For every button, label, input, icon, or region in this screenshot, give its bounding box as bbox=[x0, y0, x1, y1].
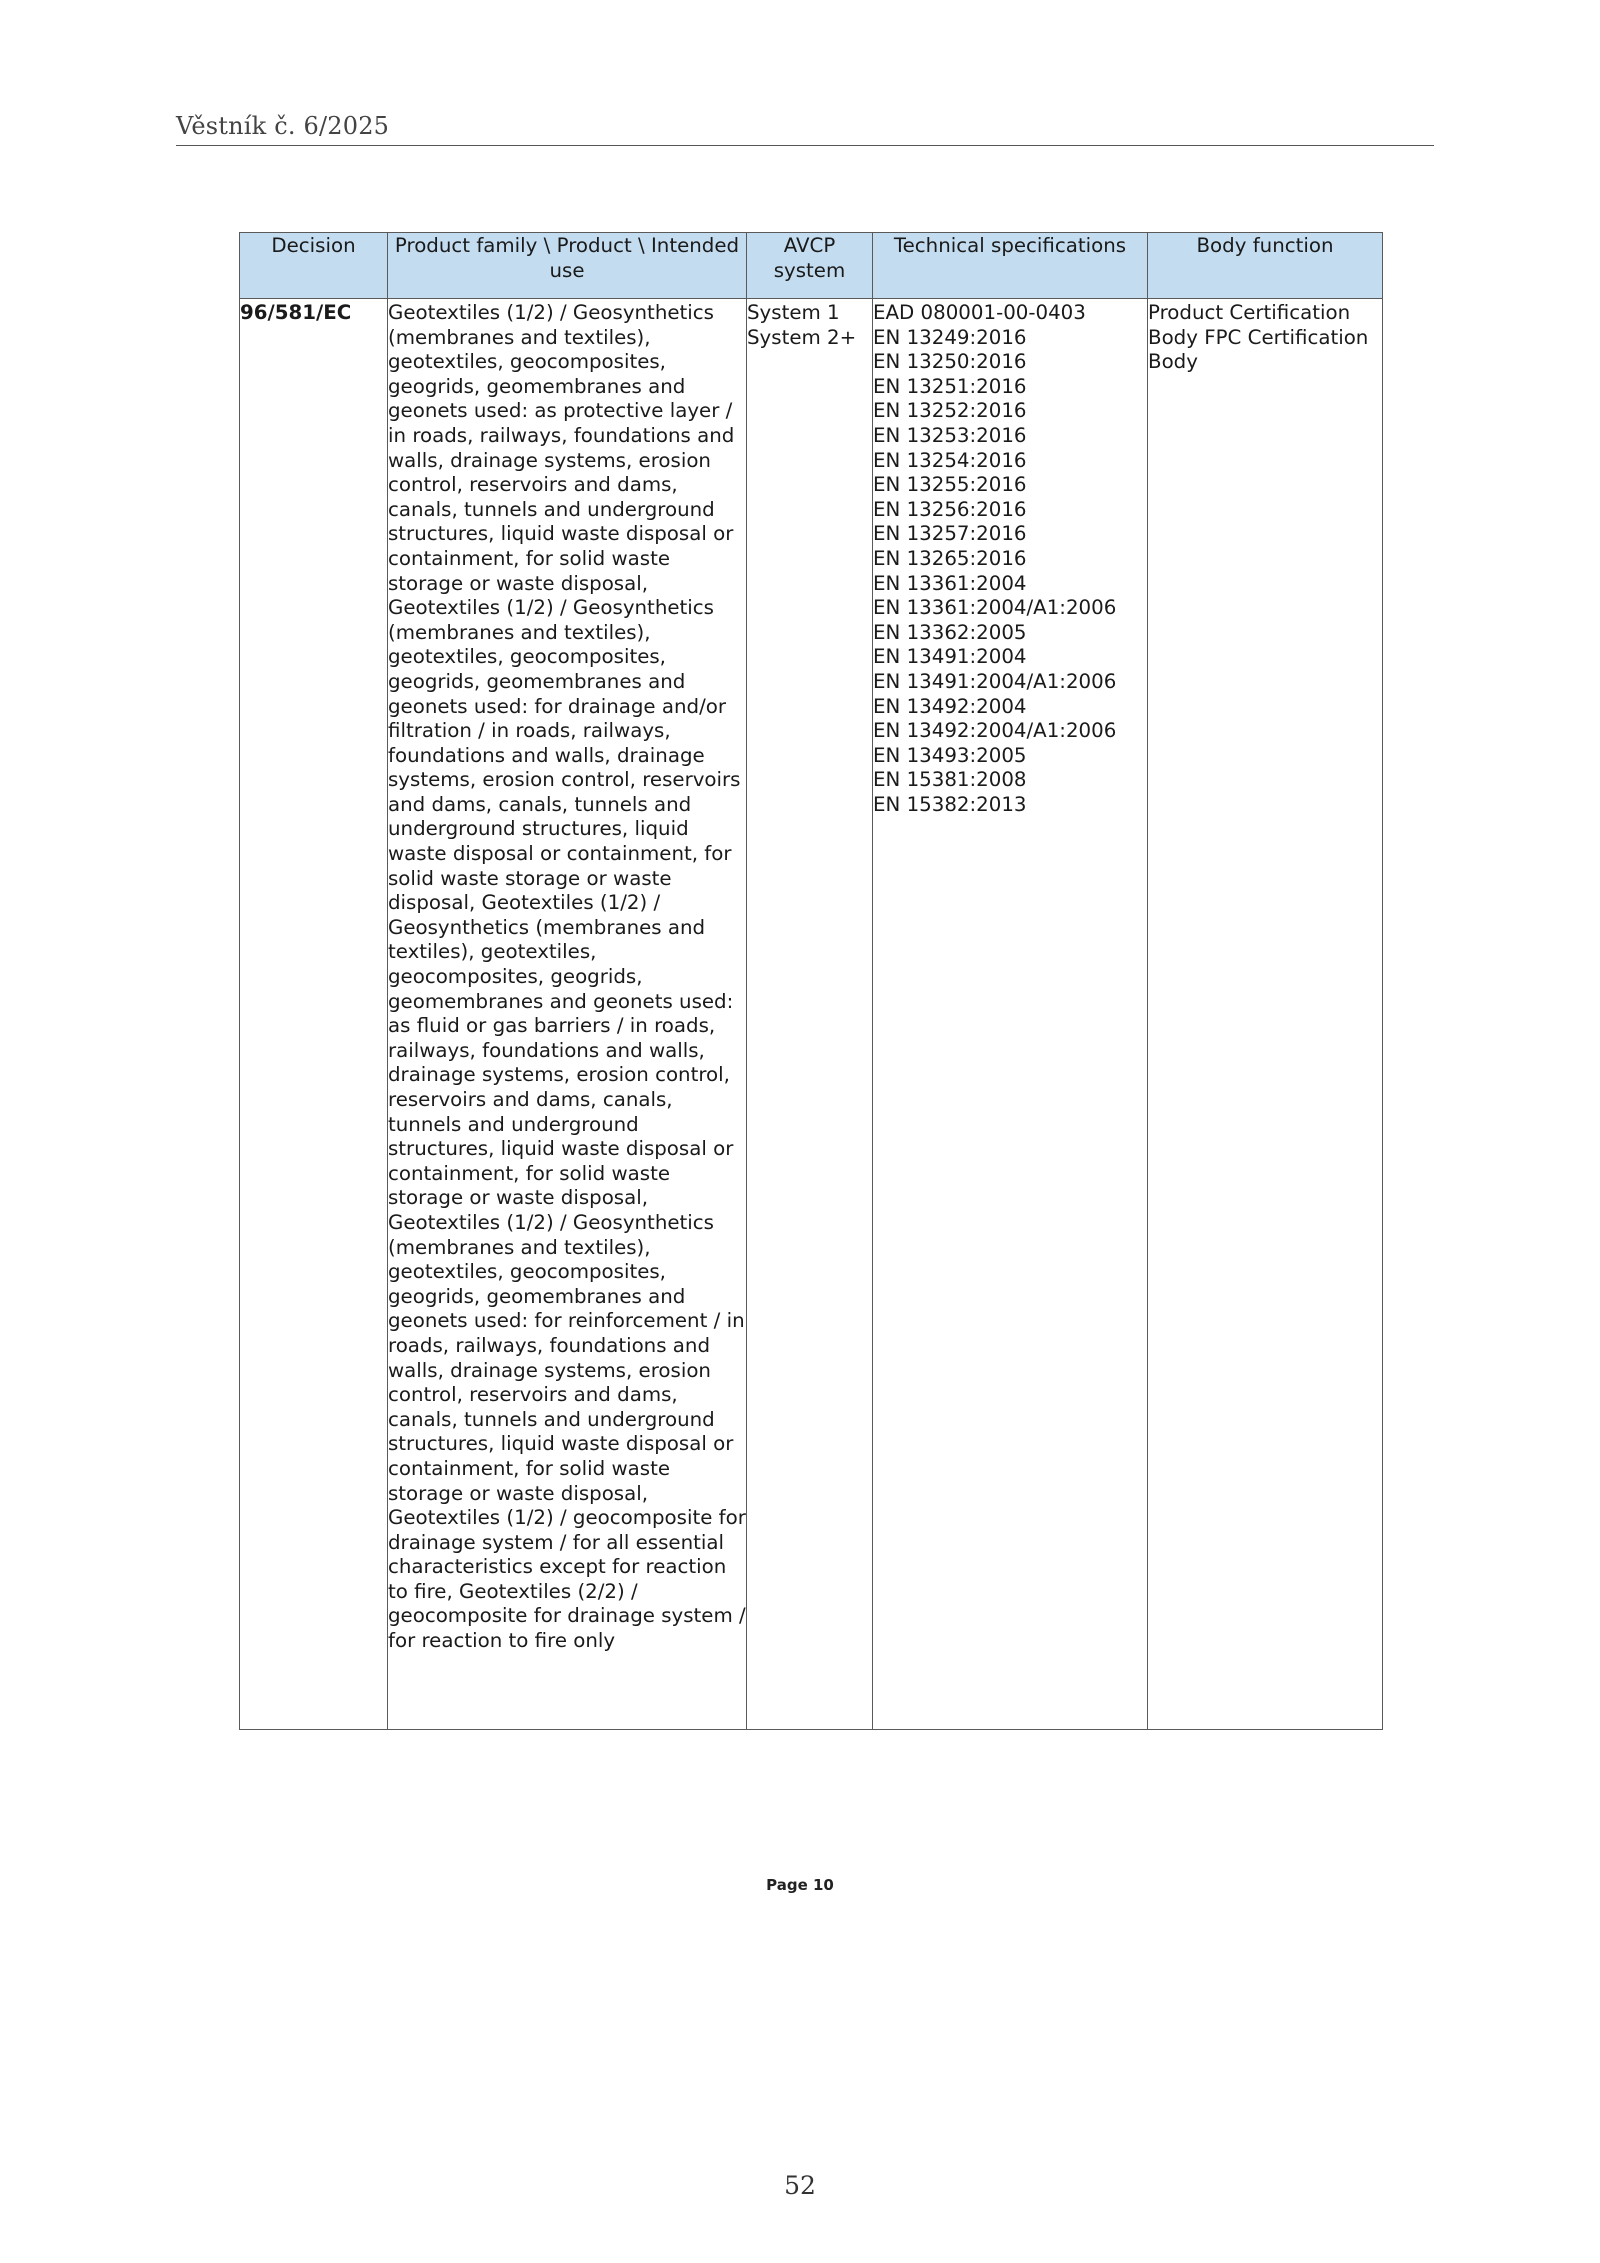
page-number: 52 bbox=[784, 2171, 816, 2200]
header-decision: Decision bbox=[240, 233, 388, 299]
spec-item: EN 13362:2005 bbox=[873, 620, 1027, 644]
spec-item: EN 13492:2004 bbox=[873, 694, 1027, 718]
header-product-family: Product family \ Product \ Intended use bbox=[388, 233, 747, 299]
spec-item: EN 13361:2004 bbox=[873, 571, 1027, 595]
table-row bbox=[240, 299, 1383, 1730]
spec-item: EN 13252:2016 bbox=[873, 399, 1027, 423]
spec-item: EN 13250:2016 bbox=[873, 350, 1027, 374]
decision-cell: 96/581/EC bbox=[240, 299, 388, 1730]
spec-item: EN 13361:2004/A1:2006 bbox=[873, 596, 1117, 620]
spec-item: EN 13265:2016 bbox=[873, 546, 1027, 570]
spec-item: EN 13249:2016 bbox=[873, 325, 1027, 349]
avcp-system-item: System 2+ bbox=[747, 325, 857, 349]
product-family-text: Geotextiles (1/2) / Geosynthetics (membranes and textiles), geotextiles, geocomposites, geogrids, geomembranes and geonets used: as protective layer / in roads, railways, foundations and walls, drainage systems, erosion control, reservoirs and dams, canals, tunnels and underground structures, liquid waste disposal or containment, for solid waste storage or waste disposal, Geotextiles (1/2) / Geosynthetics (membranes and textiles), geotextiles, geocomposites, geogrids, geomembranes and geonets used: for drainage and/or filtration / in roads, railways, foundations and walls, drainage systems, erosion control, reservoirs and dams, canals, tunnels and underground structures, liquid waste disposal or containment, for solid waste storage or waste disposal, Geotextiles (1/2) / Geosynthetics (membranes and textiles), geotextiles, geocomposites, geogrids, geomembranes and geonets used: as fluid or gas barriers / in roads, railways, foundations and walls, drainage systems, erosion control, reservoirs and dams, canals, tunnels and underground structures, liquid waste disposal or containment, for solid waste storage or waste disposal, Geotextiles (1/2) / Geosynthetics (membranes and textiles), geotextiles, geocomposites, geogrids, geomembranes and geonets used: for reinforcement / in roads, railways, foundations and walls, drainage systems, erosion control, reservoirs and dams, canals, tunnels and underground structures, liquid waste disposal or containment, for solid waste storage or waste disposal, Geotextiles (1/2) / geocomposite for drainage system / for all essential characteristics except for reaction to fire, Geotextiles (2/2) / geocomposite for drainage system / for reaction to fire only bbox=[388, 301, 746, 1653]
spec-item: EN 13491:2004 bbox=[873, 645, 1027, 669]
spec-item: EN 13256:2016 bbox=[873, 497, 1027, 521]
body-function-cell bbox=[1148, 299, 1383, 1730]
spec-item: EN 13491:2004/A1:2006 bbox=[873, 669, 1117, 693]
header-avcp-system: AVCP system bbox=[747, 233, 873, 299]
avcp-system-item: System 1 bbox=[747, 301, 840, 324]
technical-specifications-cell bbox=[873, 299, 1148, 1730]
spec-item: EN 13255:2016 bbox=[873, 473, 1027, 497]
header-divider bbox=[176, 145, 1434, 146]
spec-item: EN 13257:2016 bbox=[873, 522, 1027, 546]
product-family-cell bbox=[388, 299, 747, 1730]
spec-item: EN 13251:2016 bbox=[873, 374, 1027, 398]
running-header: Věstník č. 6/2025 bbox=[176, 112, 390, 140]
spec-item: EN 13253:2016 bbox=[873, 423, 1027, 447]
inner-page-label: Page 10 bbox=[766, 1876, 834, 1894]
avcp-system-cell bbox=[747, 299, 873, 1730]
spec-item: EN 13492:2004/A1:2006 bbox=[873, 719, 1117, 743]
decision-table bbox=[239, 232, 1383, 1730]
table-header-row bbox=[240, 233, 1383, 299]
spec-item: EN 13493:2005 bbox=[873, 743, 1027, 767]
body-function-text: Product Certification Body FPC Certification Body bbox=[1148, 301, 1369, 374]
spec-item: EAD 080001-00-0403 bbox=[873, 301, 1086, 324]
spec-item: EN 15382:2013 bbox=[873, 792, 1027, 816]
header-body-function: Body function bbox=[1148, 233, 1383, 299]
spec-item: EN 15381:2008 bbox=[873, 768, 1027, 792]
spec-item: EN 13254:2016 bbox=[873, 448, 1027, 472]
header-technical-specifications: Technical specifications bbox=[873, 233, 1148, 299]
